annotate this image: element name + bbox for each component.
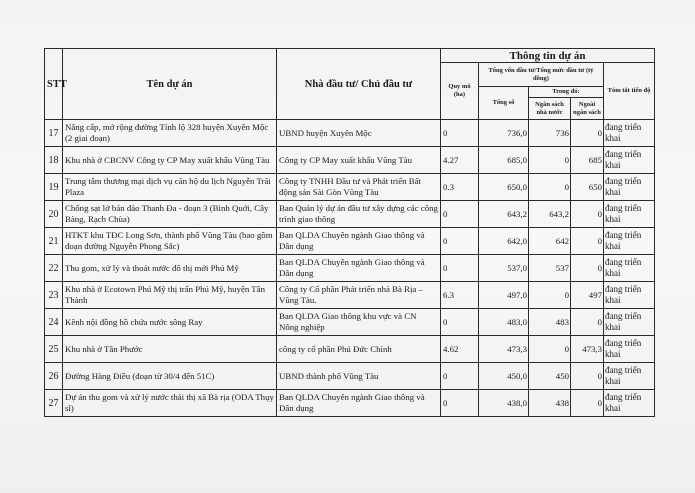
cell-total: 473,3 — [479, 336, 529, 363]
table-row — [45, 255, 655, 282]
cell-stt: 17 — [45, 120, 63, 147]
header-progress: Tóm tắt tiến độ — [604, 63, 655, 120]
cell-project-name: Khu nhà ở Ecotown Phú Mỹ thị trấn Phú Mỹ, huyện Tân Thành — [63, 282, 277, 309]
table-row — [45, 309, 655, 336]
cell-project-name: Thu gom, xử lý và thoát nước đô thị mới Phú Mỹ — [63, 255, 277, 282]
cell-stt: 18 — [45, 147, 63, 174]
cell-total: 685,0 — [479, 147, 529, 174]
cell-total: 450,0 — [479, 363, 529, 390]
cell-investor: Ban QLDA Chuyên ngành Giao thông và Dân dụng — [277, 390, 441, 417]
cell-progress: đang triển khai — [604, 309, 655, 336]
table-row — [45, 120, 655, 147]
cell-investor: UBND huyện Xuyên Mộc — [277, 120, 441, 147]
cell-state-budget: 0 — [529, 174, 571, 201]
header-non-budget: Ngoài ngân sách — [571, 98, 604, 120]
cell-investor: Công ty CP May xuất khẩu Vũng Tàu — [277, 147, 441, 174]
cell-stt: 19 — [45, 174, 63, 201]
cell-scale: 6.3 — [441, 282, 479, 309]
cell-progress: đang triển khai — [604, 255, 655, 282]
cell-stt: 21 — [45, 228, 63, 255]
cell-scale: 0 — [441, 120, 479, 147]
cell-state-budget: 483 — [529, 309, 571, 336]
cell-non-budget: 0 — [571, 255, 604, 282]
header-of-which: Trong đó: — [529, 87, 604, 98]
cell-investor: UBND thành phố Vũng Tàu — [277, 363, 441, 390]
cell-stt: 22 — [45, 255, 63, 282]
cell-state-budget: 537 — [529, 255, 571, 282]
projects-table — [44, 48, 655, 417]
cell-stt: 23 — [45, 282, 63, 309]
cell-investor: Công ty TNHH Đầu tư và Phát triển Bất động sản Sài Gòn Vũng Tàu — [277, 174, 441, 201]
cell-non-budget: 0 — [571, 201, 604, 228]
cell-non-budget: 0 — [571, 120, 604, 147]
cell-total: 438,0 — [479, 390, 529, 417]
cell-progress: đang triển khai — [604, 390, 655, 417]
cell-project-name: Khu nhà ở CBCNV Công ty CP May xuất khẩu Vũng Tàu — [63, 147, 277, 174]
table-row — [45, 282, 655, 309]
cell-state-budget: 0 — [529, 147, 571, 174]
cell-state-budget: 736 — [529, 120, 571, 147]
cell-non-budget: 650 — [571, 174, 604, 201]
cell-non-budget: 473,3 — [571, 336, 604, 363]
cell-non-budget: 0 — [571, 390, 604, 417]
cell-progress: đang triển khai — [604, 120, 655, 147]
cell-total: 537,0 — [479, 255, 529, 282]
cell-total: 642,0 — [479, 228, 529, 255]
cell-progress: đang triển khai — [604, 147, 655, 174]
header-total: Tổng số — [479, 87, 529, 120]
cell-stt: 20 — [45, 201, 63, 228]
table-row — [45, 363, 655, 390]
cell-investor: công ty cổ phần Phú Đức Chính — [277, 336, 441, 363]
cell-project-name: Kênh nội đồng hồ chứa nước sông Ray — [63, 309, 277, 336]
cell-scale: 0 — [441, 363, 479, 390]
cell-project-name: Khu nhà ở Tân Phước — [63, 336, 277, 363]
cell-progress: đang triển khai — [604, 336, 655, 363]
cell-progress: đang triển khai — [604, 201, 655, 228]
header-investor: Nhà đầu tư/ Chủ đầu tư — [277, 49, 441, 120]
cell-progress: đang triển khai — [604, 228, 655, 255]
cell-stt: 25 — [45, 336, 63, 363]
header-project-name: Tên dự án — [63, 49, 277, 120]
cell-investor: Ban QLDA Giao thông khu vực và CN Nông nghiệp — [277, 309, 441, 336]
cell-non-budget: 685 — [571, 147, 604, 174]
cell-state-budget: 438 — [529, 390, 571, 417]
cell-scale: 4.27 — [441, 147, 479, 174]
cell-total: 650,0 — [479, 174, 529, 201]
cell-non-budget: 0 — [571, 228, 604, 255]
cell-project-name: Chống sạt lở bán đảo Thanh Đa - đoạn 3 (Bình Quới, Cây Bàng, Rạch Chùa) — [63, 201, 277, 228]
table-row — [45, 174, 655, 201]
table-row — [45, 228, 655, 255]
header-capital: Tổng vốn đầu tư/Tổng mức đầu tư (tỷ đồng) — [479, 63, 604, 87]
cell-investor: Công ty Cổ phần Phát triển nhà Bà Rịa – Vũng Tàu. — [277, 282, 441, 309]
header-scale: Quy mô (ha) — [441, 63, 479, 120]
cell-project-name: Nâng cấp, mở rộng đường Tỉnh lộ 328 huyện Xuyên Mộc (2 giai đoạn) — [63, 120, 277, 147]
cell-state-budget: 450 — [529, 363, 571, 390]
cell-scale: 0.3 — [441, 174, 479, 201]
cell-scale: 0 — [441, 309, 479, 336]
table-row — [45, 147, 655, 174]
cell-state-budget: 0 — [529, 282, 571, 309]
cell-total: 736,0 — [479, 120, 529, 147]
cell-scale: 4.62 — [441, 336, 479, 363]
cell-investor: Ban QLDA Chuyên ngành Giao thông và Dân dụng — [277, 228, 441, 255]
cell-investor: Ban QLDA Chuyên ngành Giao thông và Dân dụng — [277, 255, 441, 282]
cell-non-budget: 0 — [571, 363, 604, 390]
cell-stt: 24 — [45, 309, 63, 336]
cell-total: 497,0 — [479, 282, 529, 309]
cell-total: 643,2 — [479, 201, 529, 228]
cell-progress: đang triển khai — [604, 282, 655, 309]
cell-project-name: HTKT khu TĐC Long Sơn, thành phố Vũng Tàu (bao gồm đoạn đường Nguyễn Phong Sắc) — [63, 228, 277, 255]
cell-state-budget: 643,2 — [529, 201, 571, 228]
cell-total: 483,0 — [479, 309, 529, 336]
table-body — [45, 120, 655, 417]
cell-scale: 0 — [441, 390, 479, 417]
cell-project-name: Đường Hàng Điều (đoạn từ 30/4 đến 51C) — [63, 363, 277, 390]
header-stt: STT — [45, 49, 63, 120]
cell-project-name: Dự án thu gom và xử lý nước thải thị xã Bà rịa (ODA Thụy sĩ) — [63, 390, 277, 417]
cell-stt: 26 — [45, 363, 63, 390]
cell-state-budget: 642 — [529, 228, 571, 255]
cell-progress: đang triển khai — [604, 174, 655, 201]
cell-scale: 0 — [441, 255, 479, 282]
cell-state-budget: 0 — [529, 336, 571, 363]
cell-investor: Ban Quản lý dự án đầu tư xây dựng các công trình giao thông — [277, 201, 441, 228]
table-row — [45, 201, 655, 228]
table-row — [45, 336, 655, 363]
cell-non-budget: 0 — [571, 309, 604, 336]
cell-project-name: Trung tâm thương mại dịch vụ căn hộ du lịch Nguyễn Trãi Plaza — [63, 174, 277, 201]
header-project-info: Thông tin dự án — [441, 49, 655, 63]
table-header — [45, 49, 655, 120]
cell-scale: 0 — [441, 201, 479, 228]
cell-scale: 0 — [441, 228, 479, 255]
cell-non-budget: 497 — [571, 282, 604, 309]
header-state-budget: Ngân sách nhà nước — [529, 98, 571, 120]
cell-progress: đang triển khai — [604, 363, 655, 390]
table-row — [45, 390, 655, 417]
cell-stt: 27 — [45, 390, 63, 417]
